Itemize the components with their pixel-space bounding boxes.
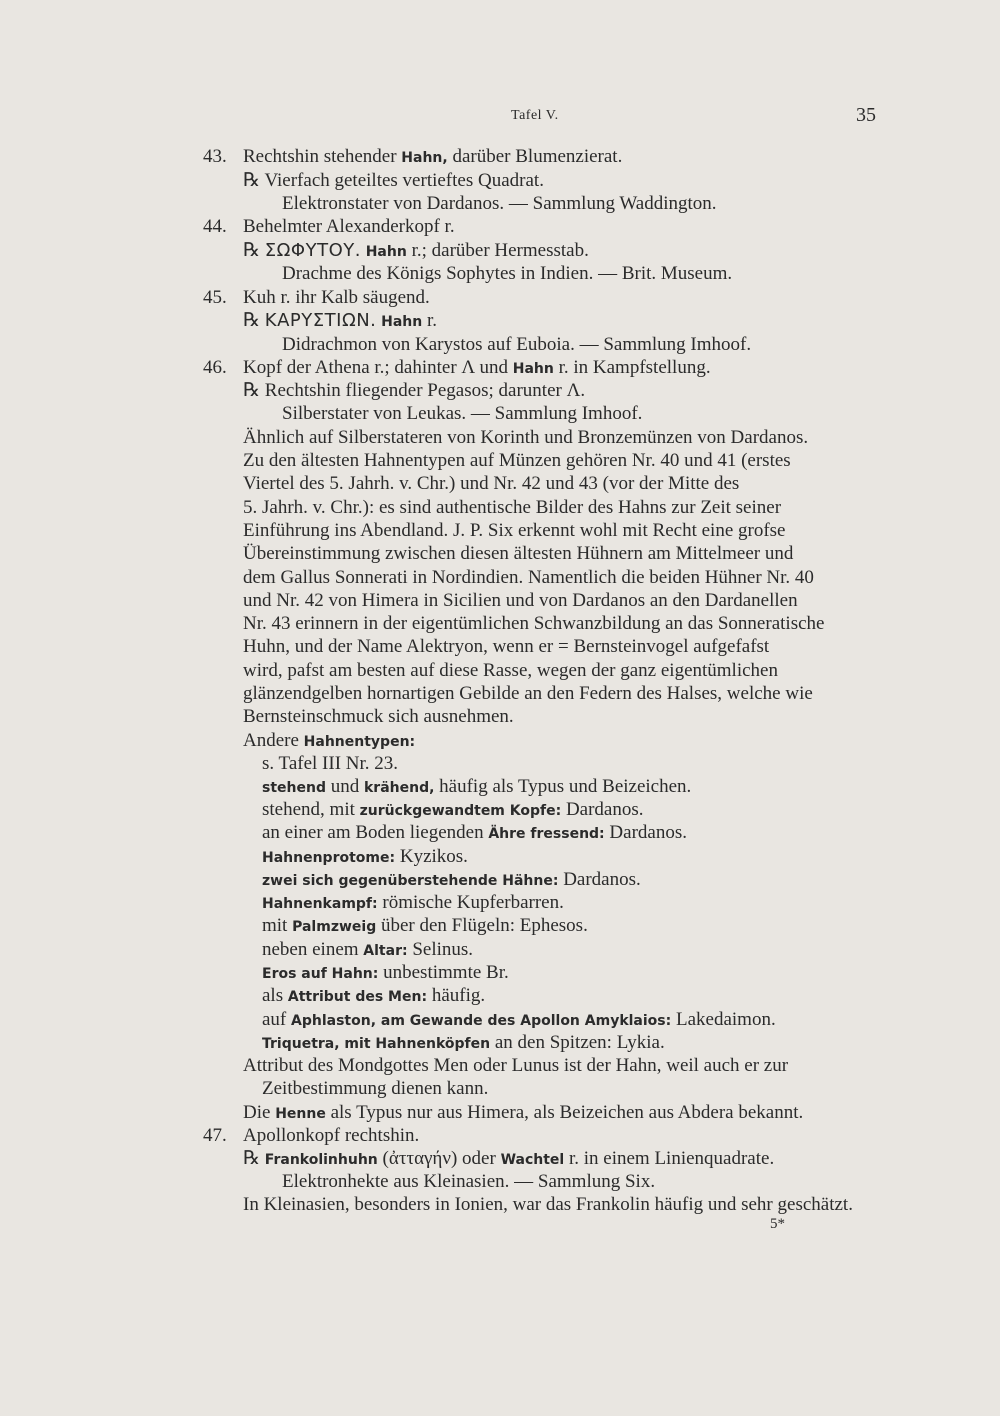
entry-line: Rechtshin stehender Hahn, darüber Blumenzierat. xyxy=(243,146,623,167)
signature-mark: 5* xyxy=(770,1216,785,1232)
entry-line: ℞ Rechtshin fliegender Pegasos; darunter Λ. xyxy=(243,380,586,401)
list-item: auf Aphlaston, am Gewande des Apollon Amyklaios: Lakedaimon. xyxy=(262,1009,776,1030)
paragraph-line: Huhn, und der Name Alektryon, wenn er = Bernsteinvogel aufgefafst xyxy=(243,636,770,657)
entry-line: Elektronstater von Dardanos. — Sammlung Waddington. xyxy=(282,193,717,214)
list-item: Hahnenprotome: Kyzikos. xyxy=(262,846,468,867)
entry-line: ℞ Vierfach geteiltes vertieftes Quadrat. xyxy=(243,170,544,191)
entry-line: Kuh r. ihr Kalb säugend. xyxy=(243,287,430,308)
list-item: stehend und krähend, häufig als Typus und Beizeichen. xyxy=(262,776,692,797)
paragraph-line: glänzendgelben hornartigen Gebilde an den Federn des Halses, welche wie xyxy=(243,683,813,704)
entry-number: 47. xyxy=(203,1125,227,1146)
paragraph-line: Nr. 43 erinnern in der eigentümlichen Schwanzbildung an das Sonneratische xyxy=(243,613,825,634)
entry-number: 44. xyxy=(203,216,227,237)
entry-line: Behelmter Alexanderkopf r. xyxy=(243,216,455,237)
paragraph-line: dem Gallus Sonnerati in Nordindien. Namentlich die beiden Hühner Nr. 40 xyxy=(243,567,814,588)
entry-line: ℞ Frankolinhuhn (ἀτταγήν) oder Wachtel r. in einem Linienquadrate. xyxy=(243,1148,775,1169)
page-number: 35 xyxy=(856,104,876,126)
running-head: Tafel V. xyxy=(511,108,559,123)
paragraph-line: Zu den ältesten Hahnentypen auf Münzen gehören Nr. 40 und 41 (erstes xyxy=(243,450,791,471)
paragraph-line: Ähnlich auf Silberstateren von Korinth und Bronzemünzen von Dardanos. xyxy=(243,427,809,448)
entry-line: Apollonkopf rechtshin. xyxy=(243,1125,420,1146)
paragraph-line: Bernsteinschmuck sich ausnehmen. xyxy=(243,706,514,727)
list-item: an einer am Boden liegenden Ähre fressend: Dardanos. xyxy=(262,822,687,843)
entry-line: Didrachmon von Karystos auf Euboia. — Sammlung Imhoof. xyxy=(282,334,752,355)
list-item: stehend, mit zurückgewandtem Kopfe: Dardanos. xyxy=(262,799,644,820)
list-item: Triquetra, mit Hahnenköpfen an den Spitzen: Lykia. xyxy=(262,1032,665,1053)
entry-number: 45. xyxy=(203,287,227,308)
list-item: mit Palmzweig über den Flügeln: Ephesos. xyxy=(262,915,588,936)
paragraph-line: und Nr. 42 von Himera in Sicilien und von Dardanos an den Dardanellen xyxy=(243,590,798,611)
list-item: s. Tafel III Nr. 23. xyxy=(262,753,399,774)
entry-line: Elektronhekte aus Kleinasien. — Sammlung Six. xyxy=(282,1171,656,1192)
list-item: Hahnenkampf: römische Kupferbarren. xyxy=(262,892,564,913)
entry-line: ℞ ΚΑΡΥΣΤΙΩΝ. Hahn r. xyxy=(243,310,438,331)
list-heading: Andere Hahnentypen: xyxy=(243,730,416,751)
paragraph-line: Attribut des Mondgottes Men oder Lunus ist der Hahn, weil auch er zur xyxy=(243,1055,789,1076)
paragraph-line: Die Henne als Typus nur aus Himera, als Beizeichen aus Abdera bekannt. xyxy=(243,1102,804,1123)
paragraph-line: 5. Jahrh. v. Chr.): es sind authentische Bilder des Hahns zur Zeit seiner xyxy=(243,497,782,518)
entry-line: Kopf der Athena r.; dahinter Λ und Hahn r. in Kampfstellung. xyxy=(243,357,711,378)
entry-number: 43. xyxy=(203,146,227,167)
list-item: als Attribut des Men: häufig. xyxy=(262,985,486,1006)
paragraph-line: In Kleinasien, besonders in Ionien, war das Frankolin häufig und sehr geschätzt. xyxy=(243,1194,853,1215)
paragraph-line: Viertel des 5. Jahrh. v. Chr.) und Nr. 42 und 43 (vor der Mitte des xyxy=(243,473,740,494)
entry-line: Drachme des Königs Sophytes in Indien. — Brit. Museum. xyxy=(282,263,733,284)
paragraph-line: wird, pafst am besten auf diese Rasse, wegen der ganz eigentümlichen xyxy=(243,660,778,681)
paragraph-line: Einführung ins Abendland. J. P. Six erkennt wohl mit Recht eine grofse xyxy=(243,520,786,541)
entry-line: ℞ ΣΩΦΥΤΟΥ. Hahn r.; darüber Hermesstab. xyxy=(243,240,589,261)
list-item: neben einem Altar: Selinus. xyxy=(262,939,474,960)
entry-line: Silberstater von Leukas. — Sammlung Imhoof. xyxy=(282,403,643,424)
list-item: Eros auf Hahn: unbestimmte Br. xyxy=(262,962,509,983)
paragraph-line: Zeitbestimmung dienen kann. xyxy=(262,1078,489,1099)
entry-number: 46. xyxy=(203,357,227,378)
paragraph-line: Übereinstimmung zwischen diesen ältesten Hühnern am Mittelmeer und xyxy=(243,543,794,564)
list-item: zwei sich gegenüberstehende Hähne: Dardanos. xyxy=(262,869,641,890)
